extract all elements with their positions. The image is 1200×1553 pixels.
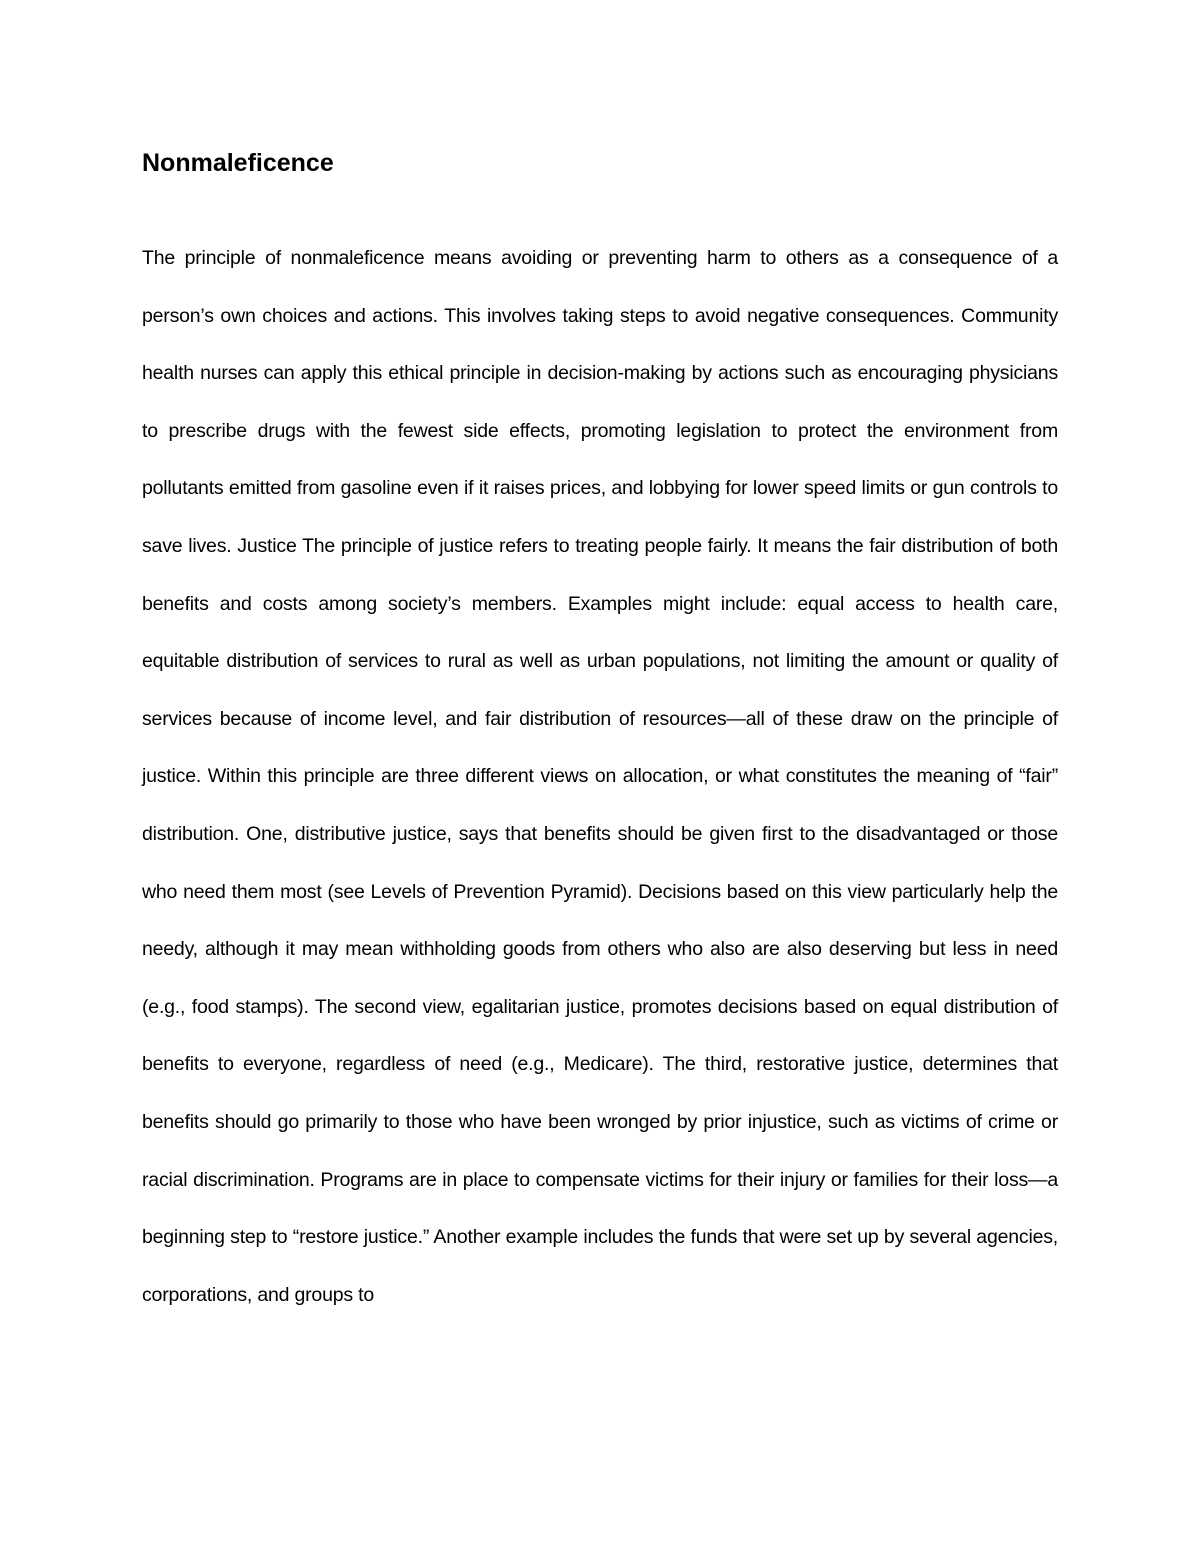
body-paragraph: The principle of nonmaleficence means avoiding or preventing harm to others as a consequence of a person’s own choices and actions. This involves taking steps to avoid negative consequences. Community health nurses can apply this ethical principle in decision-making by actions such as encouraging physicians to prescribe drugs with the fewest side effects, promoting legislation to protect the environment from pollutants emitted from gasoline even if it raises prices, and lobbying for lower speed limits or gun controls to save lives. Justice The principle of justice refers to treating people fairly. It means the fair distribution of both benefits and costs among society’s members. Examples might include: equal access to health care, equitable distribution of services to rural as well as urban populations, not limiting the amount or quality of services because of income level, and fair distribution of resources—all of these draw on the principle of justice. Within this principle are three different views on allocation, or what constitutes the meaning of “fair” distribution. One, distributive justice, says that benefits should be given first to the disadvantaged or those who need them most (see Levels of Prevention Pyramid). Decisions based on this view particularly help the needy, although it may mean withholding goods from others who also are also deserving but less in need (e.g., food stamps). The second view, egalitarian justice, promotes decisions based on equal distribution of benefits to everyone, regardless of need (e.g., Medicare). The third, restorative justice, determines that benefits should go primarily to those who have been wronged by prior injustice, such as victims of crime or racial discrimination. Programs are in place to compensate victims for their injury or families for their loss—a beginning step to “restore justice.” Another example includes the funds that were set up by several agencies, corporations, and groups to [142, 247, 1058, 1306]
section-heading: Nonmaleficence [142, 149, 334, 177]
